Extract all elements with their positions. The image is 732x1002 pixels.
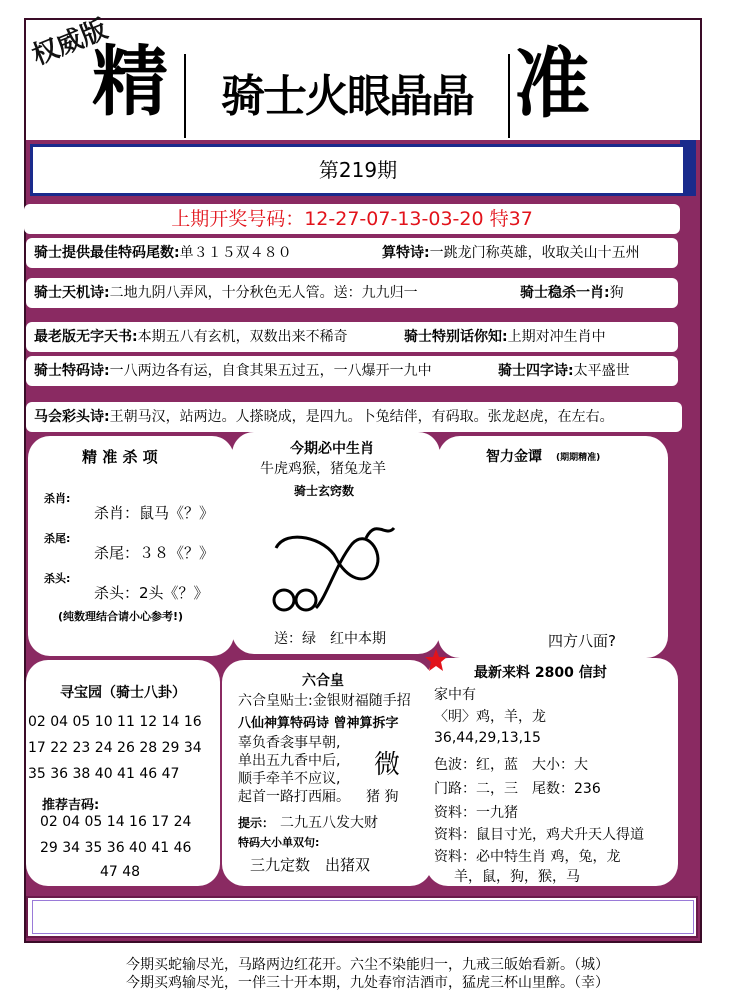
news-line: 羊，鼠，狗，猴，马 xyxy=(454,869,580,885)
liuhe-subheading: 八仙神算特码诗 曾神算拆字 xyxy=(238,716,399,731)
info-row xyxy=(26,238,678,268)
kill-item: 杀头：2头《？》 xyxy=(94,584,209,602)
row-label: 骑士特码诗: xyxy=(34,363,110,379)
row-label: 最老版无字天书: xyxy=(34,329,138,345)
authority-badge: 权威版 xyxy=(28,14,112,72)
liuhe-title: 六合皇 xyxy=(302,673,344,689)
info-row xyxy=(26,278,678,308)
issue-number: 第219期 xyxy=(318,158,398,182)
news-line: 门路：二，三 尾数：236 xyxy=(434,781,601,797)
news-line: 36,44,29,13,15 xyxy=(434,730,541,746)
info-row xyxy=(26,356,678,386)
row-value: 上期对冲生肖中 xyxy=(507,329,606,345)
page-title: 骑士火眼晶晶 xyxy=(221,71,473,122)
liuhe-big-char: 微 xyxy=(374,750,401,780)
row-value: 本期五八有玄机，双数出来不稀奇 xyxy=(137,329,348,345)
news-line: 资料：鼠目寸光，鸡犬升天人得道 xyxy=(434,827,644,843)
kill-note: (纯数理结合请小心参考!) xyxy=(58,610,184,623)
kill-tag: 杀肖: xyxy=(44,492,71,505)
header-divider xyxy=(184,54,186,138)
wisdom-subtitle: (期期精准) xyxy=(556,453,601,463)
kill-tag: 杀尾: xyxy=(44,532,71,545)
bottom-bar-inner xyxy=(32,900,694,934)
liuhe-poem-line: 起首一路打西厢。 xyxy=(238,789,350,805)
treasure-numbers: 35 36 38 40 41 46 47 xyxy=(28,766,180,782)
kill-box xyxy=(28,436,234,656)
row-value: 单３１５双４８０ xyxy=(179,245,292,261)
news-line: 家中有 xyxy=(434,687,476,703)
must-hit-animals: 牛虎鸡猴，猪兔龙羊 xyxy=(260,461,386,477)
wisdom-title: 智力金谭 xyxy=(486,449,542,465)
footer-line: 今期买鸡输尽光，一伴三十开本期，九处春帘洁酒市，猛虎三杯山里醉。（幸） xyxy=(126,975,609,991)
treasure-box xyxy=(26,660,220,886)
row-label: 算特诗: xyxy=(382,245,430,261)
wisdom-box xyxy=(438,436,668,658)
treasure-numbers: 17 22 23 24 26 28 29 34 xyxy=(28,740,202,756)
recommend-numbers: 29 34 35 36 40 41 46 xyxy=(40,840,192,856)
footer-line: 今期买蛇输尽光，马路两边红花开。六尘不染能归一，九戒三皈始看新。（城） xyxy=(126,957,609,973)
last-draw-text: 上期开奖号码：12-27-07-13-03-20 特37 xyxy=(171,208,533,230)
row-label: 骑士提供最佳特码尾数: xyxy=(34,245,180,261)
news-box xyxy=(426,658,678,886)
kill-item: 杀肖：鼠马《？》 xyxy=(94,504,215,522)
news-line: 〈明〉鸡，羊，龙 xyxy=(434,709,546,725)
news-line: 资料：一九猪 xyxy=(434,805,518,821)
liuhe-tip-line: 六合皇贴士:金银财福随手招 xyxy=(238,693,411,709)
must-hit-title: 今期必中生肖 xyxy=(290,441,374,457)
wisdom-question: 四方八面? xyxy=(548,632,616,650)
issue-bar xyxy=(30,144,686,196)
news-line: 色波：红，蓝 大小：大 xyxy=(434,757,588,773)
star-icon xyxy=(424,648,448,672)
news-line: 资料：必中特生肖 鸡，兔，龙 xyxy=(434,849,621,865)
kill-box-title: 精 准 杀 项 xyxy=(82,448,158,466)
recommend-title: 推荐吉码: xyxy=(42,798,100,813)
row-label: 骑士天机诗: xyxy=(34,285,110,301)
row-value: 王朝马汉，站两边。人搽晓成，是四九。卜兔结伴，有码取。张龙赵虎，在左右。 xyxy=(109,409,614,425)
recommend-numbers: 02 04 05 14 16 17 24 xyxy=(40,814,192,830)
liuhe-final: 三九定数 出猪双 xyxy=(250,856,371,874)
info-row xyxy=(26,322,678,352)
must-hit-subtitle: 骑士玄窍数 xyxy=(294,484,355,498)
row-label: 骑士特别话你知: xyxy=(404,329,508,345)
news-title: 最新来料 2800 信封 xyxy=(474,665,607,681)
must-hit-send: 送：绿 红中本期 xyxy=(274,631,386,647)
liuhe-poem-line: 单出五九香中后, xyxy=(238,753,341,769)
handwritten-glyph-icon xyxy=(266,508,406,628)
row-value: 太平盛世 xyxy=(573,363,630,379)
recommend-numbers: 47 48 xyxy=(100,864,141,880)
row-value: 一八两边各有运，自食其果五过五，一八爆开一九中 xyxy=(109,363,432,379)
row-value: 一跳龙门称英雄，收取关山十五州 xyxy=(429,245,640,261)
row-label: 骑士四字诗: xyxy=(498,363,574,379)
treasure-title: 寻宝园（骑士八卦） xyxy=(60,685,186,701)
liuhe-poem-line: 辜负香衾事早朝, xyxy=(238,735,341,751)
kill-item: 杀尾：３８《？》 xyxy=(94,544,215,562)
kill-tag: 杀头: xyxy=(44,572,71,585)
must-hit-box xyxy=(232,432,440,654)
liuhe-tip-label: 提示： xyxy=(238,816,275,830)
liuhe-poem-line: 顺手牵羊不应议, xyxy=(238,771,341,787)
liuhe-box xyxy=(222,660,432,886)
liuhe-animals: 猪 狗 xyxy=(366,789,399,805)
row-value: 二地九阴八弄风，十分秋色无人管。送：九九归一 xyxy=(109,285,418,301)
info-row xyxy=(26,402,682,432)
header-divider xyxy=(508,54,510,138)
liuhe-small-label: 特码大小单双句: xyxy=(238,836,320,849)
row-label: 马会彩头诗: xyxy=(34,409,110,425)
header-right-char: 准 xyxy=(514,39,590,128)
row-value: 狗 xyxy=(609,285,624,301)
liuhe-tip: 二九五八发大财 xyxy=(280,815,378,831)
header-left-char: 精 xyxy=(92,37,168,126)
row-label: 骑士稳杀一肖: xyxy=(520,285,610,301)
last-draw-bar xyxy=(24,204,680,234)
treasure-numbers: 02 04 05 10 11 12 14 16 xyxy=(28,714,202,730)
